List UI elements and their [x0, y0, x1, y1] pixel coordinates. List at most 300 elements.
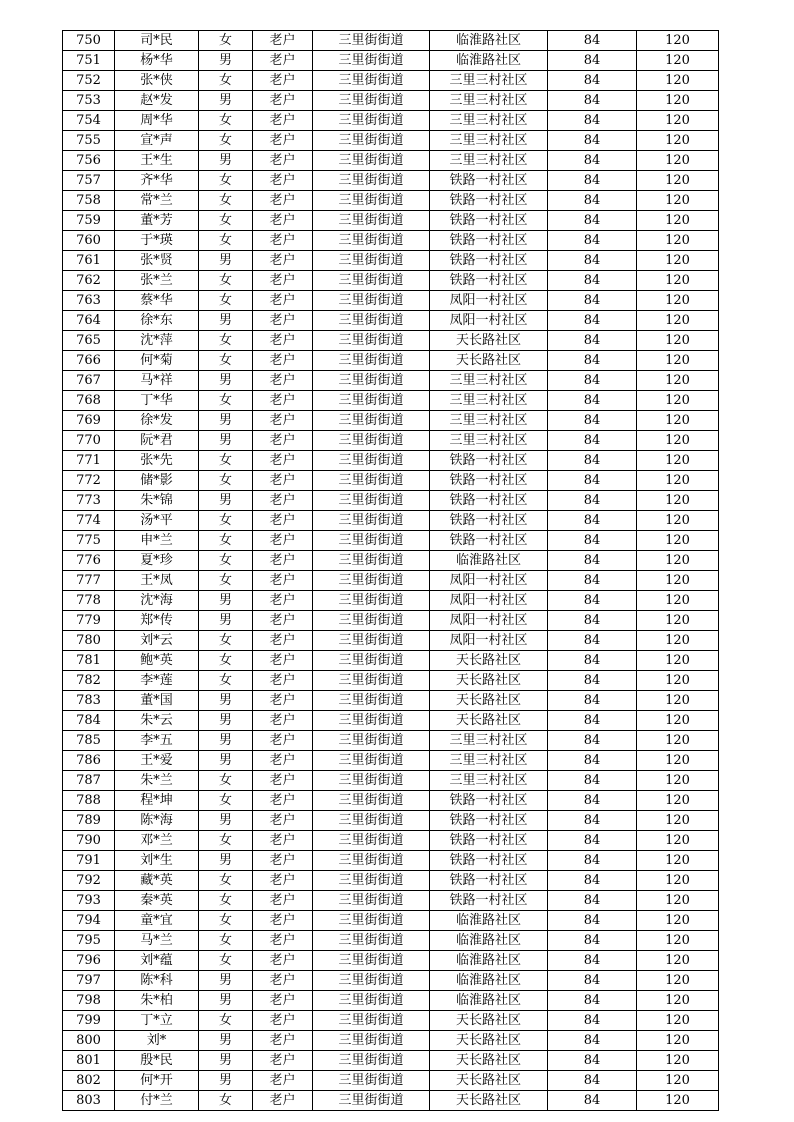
household-type-cell: 老户 — [253, 831, 313, 851]
subdistrict-cell: 三里街街道 — [313, 31, 430, 51]
name-cell: 司*民 — [115, 31, 199, 51]
row-number: 774 — [63, 511, 115, 531]
table-row — [63, 131, 719, 151]
table-row — [63, 731, 719, 751]
household-type-cell: 老户 — [253, 331, 313, 351]
value-a-cell: 84 — [548, 171, 637, 191]
value-b-cell: 120 — [637, 571, 719, 591]
value-a-cell: 84 — [548, 271, 637, 291]
community-cell: 三里三村社区 — [430, 151, 548, 171]
gender-cell: 男 — [199, 251, 253, 271]
value-a-cell: 84 — [548, 631, 637, 651]
household-type-cell: 老户 — [253, 771, 313, 791]
subdistrict-cell: 三里街街道 — [313, 1051, 430, 1071]
household-type-cell: 老户 — [253, 1011, 313, 1031]
value-a-cell: 84 — [548, 831, 637, 851]
gender-cell: 男 — [199, 1071, 253, 1091]
value-b-cell: 120 — [637, 931, 719, 951]
household-type-cell: 老户 — [253, 451, 313, 471]
name-cell: 丁*立 — [115, 1011, 199, 1031]
table-row — [63, 611, 719, 631]
table-row — [63, 251, 719, 271]
subdistrict-cell: 三里街街道 — [313, 551, 430, 571]
household-type-cell: 老户 — [253, 971, 313, 991]
name-cell: 李*莲 — [115, 671, 199, 691]
household-type-cell: 老户 — [253, 491, 313, 511]
gender-cell: 女 — [199, 211, 253, 231]
row-number: 779 — [63, 611, 115, 631]
row-number: 800 — [63, 1031, 115, 1051]
value-a-cell: 84 — [548, 771, 637, 791]
name-cell: 李*五 — [115, 731, 199, 751]
value-a-cell: 84 — [548, 791, 637, 811]
gender-cell: 女 — [199, 551, 253, 571]
household-type-cell: 老户 — [253, 571, 313, 591]
community-cell: 凤阳一村社区 — [430, 591, 548, 611]
household-type-cell: 老户 — [253, 551, 313, 571]
community-cell: 凤阳一村社区 — [430, 611, 548, 631]
value-b-cell: 120 — [637, 651, 719, 671]
row-number: 772 — [63, 471, 115, 491]
subdistrict-cell: 三里街街道 — [313, 71, 430, 91]
table-row — [63, 531, 719, 551]
household-type-cell: 老户 — [253, 91, 313, 111]
name-cell: 徐*发 — [115, 411, 199, 431]
value-b-cell: 120 — [637, 311, 719, 331]
community-cell: 三里三村社区 — [430, 371, 548, 391]
community-cell: 铁路一村社区 — [430, 191, 548, 211]
value-a-cell: 84 — [548, 531, 637, 551]
row-number: 766 — [63, 351, 115, 371]
value-b-cell: 120 — [637, 451, 719, 471]
household-type-cell: 老户 — [253, 51, 313, 71]
name-cell: 童*宜 — [115, 911, 199, 931]
gender-cell: 女 — [199, 511, 253, 531]
subdistrict-cell: 三里街街道 — [313, 531, 430, 551]
row-number: 782 — [63, 671, 115, 691]
household-type-cell: 老户 — [253, 411, 313, 431]
gender-cell: 男 — [199, 311, 253, 331]
name-cell: 付*兰 — [115, 1091, 199, 1111]
subdistrict-cell: 三里街街道 — [313, 151, 430, 171]
household-type-cell: 老户 — [253, 891, 313, 911]
value-b-cell: 120 — [637, 1031, 719, 1051]
household-type-cell: 老户 — [253, 171, 313, 191]
name-cell: 沈*海 — [115, 591, 199, 611]
community-cell: 天长路社区 — [430, 651, 548, 671]
community-cell: 三里三村社区 — [430, 71, 548, 91]
household-type-cell: 老户 — [253, 251, 313, 271]
name-cell: 朱*锦 — [115, 491, 199, 511]
gender-cell: 男 — [199, 811, 253, 831]
value-a-cell: 84 — [548, 871, 637, 891]
community-cell: 铁路一村社区 — [430, 231, 548, 251]
table-row — [63, 171, 719, 191]
name-cell: 汤*平 — [115, 511, 199, 531]
name-cell: 秦*英 — [115, 891, 199, 911]
table-row — [63, 1011, 719, 1031]
table-row — [63, 571, 719, 591]
row-number: 758 — [63, 191, 115, 211]
community-cell: 铁路一村社区 — [430, 851, 548, 871]
subdistrict-cell: 三里街街道 — [313, 651, 430, 671]
row-number: 775 — [63, 531, 115, 551]
row-number: 756 — [63, 151, 115, 171]
value-a-cell: 84 — [548, 851, 637, 871]
row-number: 784 — [63, 711, 115, 731]
gender-cell: 女 — [199, 791, 253, 811]
name-cell: 马*兰 — [115, 931, 199, 951]
community-cell: 三里三村社区 — [430, 131, 548, 151]
value-a-cell: 84 — [548, 351, 637, 371]
gender-cell: 女 — [199, 171, 253, 191]
subdistrict-cell: 三里街街道 — [313, 371, 430, 391]
name-cell: 殷*民 — [115, 1051, 199, 1071]
gender-cell: 女 — [199, 871, 253, 891]
community-cell: 临淮路社区 — [430, 991, 548, 1011]
table-row — [63, 491, 719, 511]
community-cell: 三里三村社区 — [430, 431, 548, 451]
value-a-cell: 84 — [548, 1011, 637, 1031]
gender-cell: 女 — [199, 911, 253, 931]
community-cell: 天长路社区 — [430, 691, 548, 711]
subdistrict-cell: 三里街街道 — [313, 391, 430, 411]
household-type-cell: 老户 — [253, 791, 313, 811]
subdistrict-cell: 三里街街道 — [313, 751, 430, 771]
value-a-cell: 84 — [548, 1071, 637, 1091]
value-a-cell: 84 — [548, 131, 637, 151]
row-number: 770 — [63, 431, 115, 451]
table-row — [63, 151, 719, 171]
value-b-cell: 120 — [637, 411, 719, 431]
subdistrict-cell: 三里街街道 — [313, 871, 430, 891]
value-b-cell: 120 — [637, 691, 719, 711]
name-cell: 王*生 — [115, 151, 199, 171]
value-a-cell: 84 — [548, 331, 637, 351]
household-type-cell: 老户 — [253, 631, 313, 651]
community-cell: 三里三村社区 — [430, 111, 548, 131]
household-type-cell: 老户 — [253, 671, 313, 691]
row-number: 781 — [63, 651, 115, 671]
subdistrict-cell: 三里街街道 — [313, 711, 430, 731]
value-a-cell: 84 — [548, 211, 637, 231]
gender-cell: 女 — [199, 951, 253, 971]
community-cell: 三里三村社区 — [430, 91, 548, 111]
row-number: 765 — [63, 331, 115, 351]
gender-cell: 女 — [199, 1011, 253, 1031]
records-table — [62, 30, 719, 1111]
row-number: 773 — [63, 491, 115, 511]
subdistrict-cell: 三里街街道 — [313, 731, 430, 751]
subdistrict-cell: 三里街街道 — [313, 931, 430, 951]
value-b-cell: 120 — [637, 151, 719, 171]
gender-cell: 女 — [199, 931, 253, 951]
row-number: 750 — [63, 31, 115, 51]
value-b-cell: 120 — [637, 611, 719, 631]
row-number: 787 — [63, 771, 115, 791]
subdistrict-cell: 三里街街道 — [313, 131, 430, 151]
gender-cell: 男 — [199, 731, 253, 751]
subdistrict-cell: 三里街街道 — [313, 251, 430, 271]
value-b-cell: 120 — [637, 591, 719, 611]
name-cell: 周*华 — [115, 111, 199, 131]
row-number: 764 — [63, 311, 115, 331]
table-row — [63, 71, 719, 91]
subdistrict-cell: 三里街街道 — [313, 611, 430, 631]
gender-cell: 女 — [199, 631, 253, 651]
row-number: 760 — [63, 231, 115, 251]
household-type-cell: 老户 — [253, 211, 313, 231]
gender-cell: 男 — [199, 691, 253, 711]
name-cell: 王*爱 — [115, 751, 199, 771]
value-a-cell: 84 — [548, 711, 637, 731]
community-cell: 铁路一村社区 — [430, 451, 548, 471]
subdistrict-cell: 三里街街道 — [313, 451, 430, 471]
subdistrict-cell: 三里街街道 — [313, 991, 430, 1011]
value-a-cell: 84 — [548, 991, 637, 1011]
community-cell: 铁路一村社区 — [430, 531, 548, 551]
household-type-cell: 老户 — [253, 611, 313, 631]
household-type-cell: 老户 — [253, 1091, 313, 1111]
name-cell: 刘* — [115, 1031, 199, 1051]
name-cell: 朱*兰 — [115, 771, 199, 791]
value-b-cell: 120 — [637, 371, 719, 391]
value-b-cell: 120 — [637, 1071, 719, 1091]
subdistrict-cell: 三里街街道 — [313, 591, 430, 611]
value-a-cell: 84 — [548, 911, 637, 931]
value-a-cell: 84 — [548, 31, 637, 51]
household-type-cell: 老户 — [253, 151, 313, 171]
value-b-cell: 120 — [637, 711, 719, 731]
table-row — [63, 831, 719, 851]
table-row — [63, 271, 719, 291]
table-row — [63, 711, 719, 731]
gender-cell: 女 — [199, 111, 253, 131]
subdistrict-cell: 三里街街道 — [313, 51, 430, 71]
value-a-cell: 84 — [548, 1031, 637, 1051]
subdistrict-cell: 三里街街道 — [313, 771, 430, 791]
row-number: 776 — [63, 551, 115, 571]
gender-cell: 女 — [199, 471, 253, 491]
household-type-cell: 老户 — [253, 511, 313, 531]
value-b-cell: 120 — [637, 91, 719, 111]
value-a-cell: 84 — [548, 751, 637, 771]
value-a-cell: 84 — [548, 551, 637, 571]
community-cell: 临淮路社区 — [430, 31, 548, 51]
value-b-cell: 120 — [637, 751, 719, 771]
value-b-cell: 120 — [637, 671, 719, 691]
gender-cell: 男 — [199, 591, 253, 611]
row-number: 752 — [63, 71, 115, 91]
subdistrict-cell: 三里街街道 — [313, 91, 430, 111]
community-cell: 天长路社区 — [430, 1091, 548, 1111]
value-b-cell: 120 — [637, 1051, 719, 1071]
community-cell: 凤阳一村社区 — [430, 291, 548, 311]
name-cell: 朱*柏 — [115, 991, 199, 1011]
name-cell: 刘*蕴 — [115, 951, 199, 971]
community-cell: 铁路一村社区 — [430, 251, 548, 271]
subdistrict-cell: 三里街街道 — [313, 111, 430, 131]
value-b-cell: 120 — [637, 791, 719, 811]
value-a-cell: 84 — [548, 51, 637, 71]
community-cell: 铁路一村社区 — [430, 171, 548, 191]
value-b-cell: 120 — [637, 231, 719, 251]
gender-cell: 男 — [199, 151, 253, 171]
household-type-cell: 老户 — [253, 471, 313, 491]
household-type-cell: 老户 — [253, 1031, 313, 1051]
household-type-cell: 老户 — [253, 391, 313, 411]
household-type-cell: 老户 — [253, 131, 313, 151]
value-b-cell: 120 — [637, 171, 719, 191]
community-cell: 天长路社区 — [430, 331, 548, 351]
value-b-cell: 120 — [637, 831, 719, 851]
table-row — [63, 691, 719, 711]
table-row — [63, 91, 719, 111]
table-row — [63, 511, 719, 531]
subdistrict-cell: 三里街街道 — [313, 1091, 430, 1111]
value-a-cell: 84 — [548, 291, 637, 311]
name-cell: 马*祥 — [115, 371, 199, 391]
community-cell: 凤阳一村社区 — [430, 311, 548, 331]
subdistrict-cell: 三里街街道 — [313, 1011, 430, 1031]
row-number: 780 — [63, 631, 115, 651]
table-body — [63, 31, 719, 1111]
subdistrict-cell: 三里街街道 — [313, 831, 430, 851]
table-row — [63, 811, 719, 831]
name-cell: 常*兰 — [115, 191, 199, 211]
row-number: 789 — [63, 811, 115, 831]
gender-cell: 女 — [199, 391, 253, 411]
value-b-cell: 120 — [637, 1011, 719, 1031]
subdistrict-cell: 三里街街道 — [313, 911, 430, 931]
value-b-cell: 120 — [637, 1091, 719, 1111]
gender-cell: 男 — [199, 491, 253, 511]
value-b-cell: 120 — [637, 471, 719, 491]
subdistrict-cell: 三里街街道 — [313, 791, 430, 811]
gender-cell: 男 — [199, 371, 253, 391]
subdistrict-cell: 三里街街道 — [313, 971, 430, 991]
subdistrict-cell: 三里街街道 — [313, 671, 430, 691]
name-cell: 丁*华 — [115, 391, 199, 411]
name-cell: 藏*英 — [115, 871, 199, 891]
subdistrict-cell: 三里街街道 — [313, 631, 430, 651]
name-cell: 沈*萍 — [115, 331, 199, 351]
name-cell: 蔡*华 — [115, 291, 199, 311]
household-type-cell: 老户 — [253, 1051, 313, 1071]
value-b-cell: 120 — [637, 251, 719, 271]
gender-cell: 女 — [199, 31, 253, 51]
row-number: 763 — [63, 291, 115, 311]
table-row — [63, 791, 719, 811]
community-cell: 临淮路社区 — [430, 51, 548, 71]
subdistrict-cell: 三里街街道 — [313, 171, 430, 191]
household-type-cell: 老户 — [253, 271, 313, 291]
value-b-cell: 120 — [637, 331, 719, 351]
row-number: 755 — [63, 131, 115, 151]
table-row — [63, 311, 719, 331]
value-a-cell: 84 — [548, 111, 637, 131]
value-a-cell: 84 — [548, 1091, 637, 1111]
value-a-cell: 84 — [548, 71, 637, 91]
table-row — [63, 1051, 719, 1071]
household-type-cell: 老户 — [253, 751, 313, 771]
table-row — [63, 111, 719, 131]
value-b-cell: 120 — [637, 291, 719, 311]
name-cell: 杨*华 — [115, 51, 199, 71]
row-number: 795 — [63, 931, 115, 951]
row-number: 797 — [63, 971, 115, 991]
gender-cell: 女 — [199, 131, 253, 151]
row-number: 801 — [63, 1051, 115, 1071]
household-type-cell: 老户 — [253, 531, 313, 551]
gender-cell: 女 — [199, 831, 253, 851]
community-cell: 铁路一村社区 — [430, 511, 548, 531]
row-number: 777 — [63, 571, 115, 591]
row-number: 759 — [63, 211, 115, 231]
name-cell: 刘*云 — [115, 631, 199, 651]
value-b-cell: 120 — [637, 491, 719, 511]
household-type-cell: 老户 — [253, 31, 313, 51]
value-b-cell: 120 — [637, 511, 719, 531]
subdistrict-cell: 三里街街道 — [313, 511, 430, 531]
name-cell: 张*侠 — [115, 71, 199, 91]
name-cell: 董*国 — [115, 691, 199, 711]
name-cell: 赵*发 — [115, 91, 199, 111]
household-type-cell: 老户 — [253, 191, 313, 211]
subdistrict-cell: 三里街街道 — [313, 211, 430, 231]
household-type-cell: 老户 — [253, 431, 313, 451]
value-a-cell: 84 — [548, 231, 637, 251]
value-b-cell: 120 — [637, 391, 719, 411]
community-cell: 三里三村社区 — [430, 751, 548, 771]
value-b-cell: 120 — [637, 111, 719, 131]
value-b-cell: 120 — [637, 351, 719, 371]
community-cell: 天长路社区 — [430, 351, 548, 371]
row-number: 786 — [63, 751, 115, 771]
value-a-cell: 84 — [548, 891, 637, 911]
row-number: 783 — [63, 691, 115, 711]
subdistrict-cell: 三里街街道 — [313, 691, 430, 711]
value-b-cell: 120 — [637, 891, 719, 911]
community-cell: 凤阳一村社区 — [430, 631, 548, 651]
name-cell: 徐*东 — [115, 311, 199, 331]
table-row — [63, 351, 719, 371]
row-number: 785 — [63, 731, 115, 751]
name-cell: 程*坤 — [115, 791, 199, 811]
row-number: 798 — [63, 991, 115, 1011]
gender-cell: 男 — [199, 851, 253, 871]
community-cell: 三里三村社区 — [430, 391, 548, 411]
row-number: 799 — [63, 1011, 115, 1031]
value-b-cell: 120 — [637, 51, 719, 71]
subdistrict-cell: 三里街街道 — [313, 231, 430, 251]
subdistrict-cell: 三里街街道 — [313, 411, 430, 431]
value-b-cell: 120 — [637, 911, 719, 931]
name-cell: 陈*海 — [115, 811, 199, 831]
value-a-cell: 84 — [548, 591, 637, 611]
name-cell: 董*芳 — [115, 211, 199, 231]
row-number: 769 — [63, 411, 115, 431]
gender-cell: 男 — [199, 411, 253, 431]
table-row — [63, 551, 719, 571]
gender-cell: 女 — [199, 351, 253, 371]
value-b-cell: 120 — [637, 211, 719, 231]
row-number: 790 — [63, 831, 115, 851]
table-row — [63, 771, 719, 791]
community-cell: 天长路社区 — [430, 1031, 548, 1051]
gender-cell: 男 — [199, 711, 253, 731]
gender-cell: 男 — [199, 51, 253, 71]
